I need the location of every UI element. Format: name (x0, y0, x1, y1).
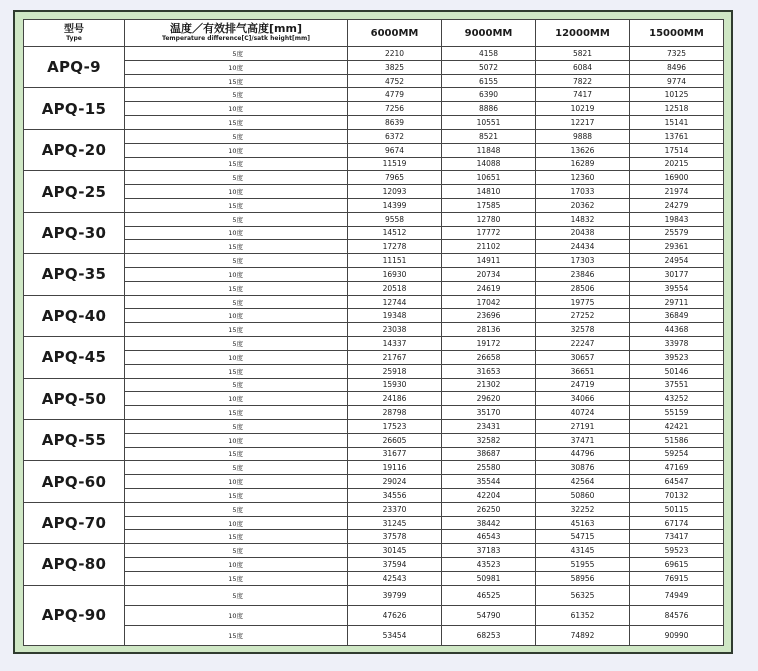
value-cell: 7822 (536, 74, 630, 88)
value-cell: 19172 (442, 337, 536, 351)
value-cell: 26658 (442, 350, 536, 364)
value-cell: 44796 (536, 447, 630, 461)
value-cell: 43523 (442, 558, 536, 572)
value-cell: 13626 (536, 143, 630, 157)
value-cell: 42421 (630, 419, 724, 433)
value-cell: 30876 (536, 461, 630, 475)
value-cell: 24619 (442, 281, 536, 295)
temperature-cell: 15度 (125, 447, 348, 461)
value-cell: 12217 (536, 116, 630, 130)
value-cell: 10551 (442, 116, 536, 130)
header-type-cn: 型号 (64, 23, 84, 35)
value-cell: 7965 (348, 171, 442, 185)
value-cell: 32252 (536, 502, 630, 516)
value-cell: 64547 (630, 475, 724, 489)
temperature-cell: 5度 (125, 419, 348, 433)
table-row (24, 419, 724, 433)
value-cell: 37183 (442, 544, 536, 558)
model-cell: APQ-25 (24, 171, 125, 212)
table-row (24, 323, 724, 337)
table-row (24, 447, 724, 461)
temperature-cell: 5度 (125, 129, 348, 143)
table-row (24, 516, 724, 530)
temperature-cell: 10度 (125, 392, 348, 406)
value-cell: 6372 (348, 129, 442, 143)
header-col-12000: 12000MM (536, 20, 630, 47)
table-row (24, 116, 724, 130)
model-cell: APQ-50 (24, 378, 125, 419)
value-cell: 4752 (348, 74, 442, 88)
value-cell: 53454 (348, 625, 442, 645)
value-cell: 28136 (442, 323, 536, 337)
value-cell: 44368 (630, 323, 724, 337)
temperature-cell: 5度 (125, 461, 348, 475)
value-cell: 9888 (536, 129, 630, 143)
value-cell: 34556 (348, 489, 442, 503)
value-cell: 19116 (348, 461, 442, 475)
value-cell: 12518 (630, 102, 724, 116)
value-cell: 39554 (630, 281, 724, 295)
temperature-cell: 15度 (125, 625, 348, 645)
temperature-cell: 5度 (125, 295, 348, 309)
table-row (24, 433, 724, 447)
value-cell: 50115 (630, 502, 724, 516)
value-cell: 50146 (630, 364, 724, 378)
value-cell: 58956 (536, 571, 630, 585)
value-cell: 29024 (348, 475, 442, 489)
value-cell: 24279 (630, 198, 724, 212)
value-cell: 23696 (442, 309, 536, 323)
table-row (24, 337, 724, 351)
value-cell: 6155 (442, 74, 536, 88)
value-cell: 20438 (536, 226, 630, 240)
value-cell: 6390 (442, 88, 536, 102)
temperature-cell: 15度 (125, 74, 348, 88)
value-cell: 24186 (348, 392, 442, 406)
value-cell: 73417 (630, 530, 724, 544)
value-cell: 35170 (442, 406, 536, 420)
table-row (24, 309, 724, 323)
value-cell: 7325 (630, 47, 724, 61)
value-cell: 21102 (442, 240, 536, 254)
temperature-cell: 15度 (125, 281, 348, 295)
value-cell: 26250 (442, 502, 536, 516)
value-cell: 29361 (630, 240, 724, 254)
value-cell: 90990 (630, 625, 724, 645)
value-cell: 68253 (442, 625, 536, 645)
table-row (24, 625, 724, 645)
temperature-cell: 15度 (125, 116, 348, 130)
table-row (24, 378, 724, 392)
temperature-cell: 5度 (125, 47, 348, 61)
value-cell: 24719 (536, 378, 630, 392)
model-cell: APQ-55 (24, 419, 125, 460)
spec-sheet (23, 19, 723, 646)
temperature-cell: 15度 (125, 406, 348, 420)
value-cell: 56325 (536, 585, 630, 605)
value-cell: 8521 (442, 129, 536, 143)
value-cell: 35544 (442, 475, 536, 489)
value-cell: 50860 (536, 489, 630, 503)
temperature-cell: 10度 (125, 268, 348, 282)
value-cell: 14832 (536, 212, 630, 226)
temperature-cell: 10度 (125, 102, 348, 116)
value-cell: 4158 (442, 47, 536, 61)
model-cell: APQ-30 (24, 212, 125, 253)
temperature-cell: 5度 (125, 502, 348, 516)
table-row (24, 281, 724, 295)
value-cell: 54790 (442, 605, 536, 625)
value-cell: 54715 (536, 530, 630, 544)
value-cell: 42543 (348, 571, 442, 585)
header-col-9000: 9000MM (442, 20, 536, 47)
header-row (24, 20, 724, 47)
header-col-6000: 6000MM (348, 20, 442, 47)
table-row (24, 489, 724, 503)
table-row (24, 254, 724, 268)
temperature-cell: 10度 (125, 475, 348, 489)
value-cell: 12093 (348, 185, 442, 199)
value-cell: 29711 (630, 295, 724, 309)
table-row (24, 530, 724, 544)
exhaust-spec-table (23, 19, 724, 646)
value-cell: 11519 (348, 157, 442, 171)
value-cell: 12780 (442, 212, 536, 226)
value-cell: 34066 (536, 392, 630, 406)
value-cell: 3825 (348, 60, 442, 74)
table-row (24, 571, 724, 585)
value-cell: 17514 (630, 143, 724, 157)
table-row (24, 544, 724, 558)
value-cell: 2210 (348, 47, 442, 61)
temperature-cell: 15度 (125, 571, 348, 585)
value-cell: 16289 (536, 157, 630, 171)
value-cell: 8886 (442, 102, 536, 116)
value-cell: 31677 (348, 447, 442, 461)
table-row (24, 268, 724, 282)
value-cell: 16930 (348, 268, 442, 282)
value-cell: 17523 (348, 419, 442, 433)
table-row (24, 129, 724, 143)
value-cell: 11848 (442, 143, 536, 157)
value-cell: 14911 (442, 254, 536, 268)
value-cell: 14088 (442, 157, 536, 171)
header-col-15000: 15000MM (630, 20, 724, 47)
temperature-cell: 10度 (125, 433, 348, 447)
model-cell: APQ-40 (24, 295, 125, 336)
temperature-cell: 15度 (125, 157, 348, 171)
value-cell: 25579 (630, 226, 724, 240)
value-cell: 40724 (536, 406, 630, 420)
value-cell: 17042 (442, 295, 536, 309)
table-row (24, 392, 724, 406)
temperature-cell: 5度 (125, 171, 348, 185)
value-cell: 9674 (348, 143, 442, 157)
value-cell: 51955 (536, 558, 630, 572)
value-cell: 27191 (536, 419, 630, 433)
value-cell: 46543 (442, 530, 536, 544)
value-cell: 11151 (348, 254, 442, 268)
value-cell: 39523 (630, 350, 724, 364)
value-cell: 27252 (536, 309, 630, 323)
value-cell: 36651 (536, 364, 630, 378)
value-cell: 25918 (348, 364, 442, 378)
table-row (24, 605, 724, 625)
value-cell: 8639 (348, 116, 442, 130)
value-cell: 6084 (536, 60, 630, 74)
table-row (24, 185, 724, 199)
value-cell: 14512 (348, 226, 442, 240)
table-row (24, 143, 724, 157)
value-cell: 30177 (630, 268, 724, 282)
value-cell: 19843 (630, 212, 724, 226)
value-cell: 31653 (442, 364, 536, 378)
value-cell: 61352 (536, 605, 630, 625)
value-cell: 67174 (630, 516, 724, 530)
temperature-cell: 5度 (125, 378, 348, 392)
value-cell: 32578 (536, 323, 630, 337)
value-cell: 8496 (630, 60, 724, 74)
value-cell: 7417 (536, 88, 630, 102)
value-cell: 17772 (442, 226, 536, 240)
temperature-cell: 15度 (125, 198, 348, 212)
value-cell: 38442 (442, 516, 536, 530)
table-row (24, 226, 724, 240)
table-row (24, 198, 724, 212)
value-cell: 15930 (348, 378, 442, 392)
value-cell: 46525 (442, 585, 536, 605)
value-cell: 39799 (348, 585, 442, 605)
temperature-cell: 15度 (125, 530, 348, 544)
model-cell: APQ-60 (24, 461, 125, 502)
table-row (24, 212, 724, 226)
table-frame (13, 10, 733, 654)
temperature-cell: 5度 (125, 212, 348, 226)
value-cell: 24954 (630, 254, 724, 268)
value-cell: 20518 (348, 281, 442, 295)
table-row (24, 102, 724, 116)
value-cell: 33978 (630, 337, 724, 351)
value-cell: 51586 (630, 433, 724, 447)
table-body (24, 47, 724, 646)
value-cell: 37578 (348, 530, 442, 544)
table-row (24, 295, 724, 309)
temperature-cell: 5度 (125, 337, 348, 351)
value-cell: 74949 (630, 585, 724, 605)
temperature-cell: 10度 (125, 60, 348, 74)
value-cell: 28798 (348, 406, 442, 420)
value-cell: 28506 (536, 281, 630, 295)
value-cell: 50981 (442, 571, 536, 585)
value-cell: 59523 (630, 544, 724, 558)
value-cell: 17278 (348, 240, 442, 254)
value-cell: 19348 (348, 309, 442, 323)
value-cell: 38687 (442, 447, 536, 461)
value-cell: 37551 (630, 378, 724, 392)
header-temp-en: Temperature difference[C]/satk height[mm] (162, 35, 310, 42)
value-cell: 9774 (630, 74, 724, 88)
table-row (24, 406, 724, 420)
value-cell: 36849 (630, 309, 724, 323)
temperature-cell: 5度 (125, 544, 348, 558)
model-cell: APQ-9 (24, 47, 125, 88)
temperature-cell: 10度 (125, 605, 348, 625)
value-cell: 20734 (442, 268, 536, 282)
header-temperature (125, 20, 348, 47)
value-cell: 20215 (630, 157, 724, 171)
value-cell: 17585 (442, 198, 536, 212)
table-row (24, 157, 724, 171)
value-cell: 14810 (442, 185, 536, 199)
value-cell: 76915 (630, 571, 724, 585)
value-cell: 7256 (348, 102, 442, 116)
value-cell: 37471 (536, 433, 630, 447)
temperature-cell: 10度 (125, 226, 348, 240)
value-cell: 10651 (442, 171, 536, 185)
value-cell: 70132 (630, 489, 724, 503)
header-temp-cn: 温度／有效排气高度[mm] (170, 22, 302, 35)
value-cell: 23431 (442, 419, 536, 433)
table-row (24, 88, 724, 102)
value-cell: 23846 (536, 268, 630, 282)
table-row (24, 461, 724, 475)
value-cell: 23370 (348, 502, 442, 516)
table-row (24, 350, 724, 364)
value-cell: 10125 (630, 88, 724, 102)
table-row (24, 171, 724, 185)
value-cell: 12360 (536, 171, 630, 185)
value-cell: 17303 (536, 254, 630, 268)
temperature-cell: 15度 (125, 364, 348, 378)
model-cell: APQ-80 (24, 544, 125, 585)
temperature-cell: 10度 (125, 185, 348, 199)
value-cell: 23038 (348, 323, 442, 337)
value-cell: 5072 (442, 60, 536, 74)
value-cell: 9558 (348, 212, 442, 226)
value-cell: 24434 (536, 240, 630, 254)
model-cell: APQ-70 (24, 502, 125, 543)
value-cell: 74892 (536, 625, 630, 645)
value-cell: 13761 (630, 129, 724, 143)
value-cell: 69615 (630, 558, 724, 572)
temperature-cell: 15度 (125, 323, 348, 337)
value-cell: 43145 (536, 544, 630, 558)
value-cell: 84576 (630, 605, 724, 625)
table-row (24, 240, 724, 254)
value-cell: 19775 (536, 295, 630, 309)
model-cell: APQ-90 (24, 585, 125, 645)
value-cell: 30657 (536, 350, 630, 364)
value-cell: 31245 (348, 516, 442, 530)
header-type-en: Type (66, 34, 82, 42)
value-cell: 42204 (442, 489, 536, 503)
value-cell: 55159 (630, 406, 724, 420)
model-cell: APQ-35 (24, 254, 125, 295)
value-cell: 21974 (630, 185, 724, 199)
table-row (24, 502, 724, 516)
value-cell: 22247 (536, 337, 630, 351)
value-cell: 21302 (442, 378, 536, 392)
value-cell: 43252 (630, 392, 724, 406)
value-cell: 10219 (536, 102, 630, 116)
temperature-cell: 10度 (125, 350, 348, 364)
value-cell: 47626 (348, 605, 442, 625)
table-row (24, 60, 724, 74)
value-cell: 5821 (536, 47, 630, 61)
value-cell: 30145 (348, 544, 442, 558)
value-cell: 16900 (630, 171, 724, 185)
temperature-cell: 10度 (125, 143, 348, 157)
value-cell: 20362 (536, 198, 630, 212)
value-cell: 29620 (442, 392, 536, 406)
temperature-cell: 15度 (125, 240, 348, 254)
temperature-cell: 10度 (125, 516, 348, 530)
model-cell: APQ-15 (24, 88, 125, 129)
value-cell: 47169 (630, 461, 724, 475)
table-row (24, 558, 724, 572)
table-row (24, 585, 724, 605)
model-cell: APQ-20 (24, 129, 125, 170)
temperature-cell: 15度 (125, 489, 348, 503)
table-row (24, 475, 724, 489)
table-row (24, 47, 724, 61)
temperature-cell: 5度 (125, 88, 348, 102)
temperature-cell: 10度 (125, 309, 348, 323)
table-row (24, 364, 724, 378)
value-cell: 14337 (348, 337, 442, 351)
table-row (24, 74, 724, 88)
temperature-cell: 10度 (125, 558, 348, 572)
value-cell: 32582 (442, 433, 536, 447)
value-cell: 26605 (348, 433, 442, 447)
value-cell: 45163 (536, 516, 630, 530)
value-cell: 17033 (536, 185, 630, 199)
value-cell: 59254 (630, 447, 724, 461)
model-cell: APQ-45 (24, 337, 125, 378)
value-cell: 15141 (630, 116, 724, 130)
temperature-cell: 5度 (125, 254, 348, 268)
value-cell: 37594 (348, 558, 442, 572)
value-cell: 12744 (348, 295, 442, 309)
temperature-cell: 5度 (125, 585, 348, 605)
value-cell: 4779 (348, 88, 442, 102)
value-cell: 21767 (348, 350, 442, 364)
value-cell: 42564 (536, 475, 630, 489)
value-cell: 14399 (348, 198, 442, 212)
header-type (24, 20, 125, 47)
value-cell: 25580 (442, 461, 536, 475)
